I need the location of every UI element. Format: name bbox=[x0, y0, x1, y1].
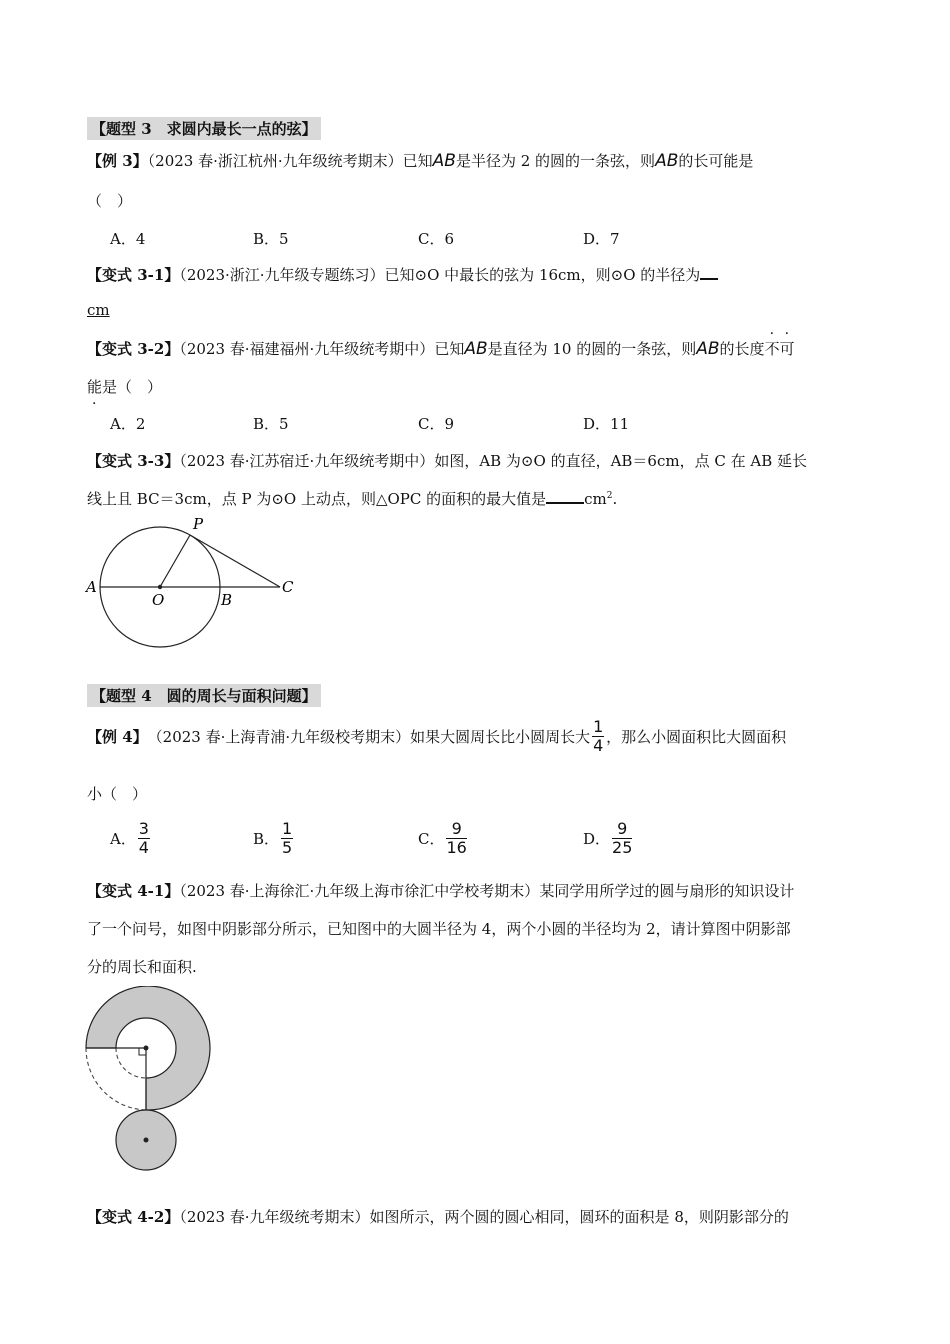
text: ，那么小圆面积比大圆面积 bbox=[606, 728, 787, 746]
variant-source: （2023 春·江苏宿迁·九年级统考期中） bbox=[179, 452, 435, 470]
section-header-4: 【题型 4 圆的周长与面积问题】 bbox=[87, 684, 321, 707]
denominator: 25 bbox=[612, 838, 633, 857]
emphasis-char: 不 bbox=[764, 340, 780, 358]
fraction bbox=[281, 820, 293, 857]
variant-3-1 bbox=[87, 264, 718, 285]
variant-tag: 【变式 3-3】 bbox=[87, 452, 180, 470]
segment-pc bbox=[190, 535, 280, 587]
option-label: B． bbox=[253, 830, 280, 848]
label-b: B bbox=[221, 591, 233, 609]
circle-tangent-figure bbox=[80, 512, 310, 652]
text: 如图所示，两个圆的圆心相同，圆环的面积是 8，则阴影部分的 bbox=[369, 1208, 789, 1226]
text: 的长可能是 bbox=[678, 152, 754, 170]
variant-3-2-line1 bbox=[87, 338, 795, 359]
option-a bbox=[110, 820, 152, 857]
variant-3-3-line1 bbox=[87, 450, 807, 471]
numerator: 9 bbox=[617, 819, 628, 838]
variant-4-1-line2: 了一个问号，如图中阴影部分所示，已知图中的大圆半径为 4，两个小圆的半径均为 2，请计算图中阴影部 bbox=[87, 920, 791, 938]
option-c bbox=[418, 820, 469, 857]
option-label: D． bbox=[583, 830, 611, 848]
option-label: C． bbox=[418, 830, 445, 848]
variant-source: （2023 春·福建福州·九年级统考期中） bbox=[179, 340, 435, 358]
variant-source: （2023 春·九年级统考期末） bbox=[179, 1208, 370, 1226]
label-p: P bbox=[193, 515, 204, 533]
text: 已知 bbox=[434, 340, 465, 358]
text: 是半径为 2 的圆的一条弦，则 bbox=[455, 152, 656, 170]
variant-tag: 【变式 3-2】 bbox=[87, 340, 180, 358]
option-a: A．4 bbox=[110, 230, 146, 248]
dashed-outer-arc bbox=[86, 1048, 146, 1110]
emphasis-char: 可 bbox=[779, 340, 795, 358]
fraction bbox=[592, 718, 604, 755]
question-mark-figure bbox=[84, 986, 214, 1176]
section-header-3: 【题型 3 求圆内最长一点的弦】 bbox=[87, 117, 321, 140]
segment-op bbox=[160, 535, 190, 587]
text: 是直径为 10 的圆的一条弦，则 bbox=[487, 340, 697, 358]
example-tag: 【例 4】 bbox=[87, 728, 148, 746]
option-a: A．2 bbox=[110, 415, 146, 433]
numerator: 1 bbox=[593, 717, 604, 736]
label-c: C bbox=[282, 578, 294, 596]
label-o: O bbox=[152, 591, 165, 609]
example-4-line2: 小（ ） bbox=[87, 785, 148, 803]
center-point bbox=[144, 1138, 149, 1143]
text: 已知⊙O 中最长的弦为 16cm，则⊙O 的半径为 bbox=[384, 266, 701, 284]
option-label: A． bbox=[110, 830, 136, 848]
center-point bbox=[158, 585, 162, 589]
variant-tag: 【变式 3-1】 bbox=[87, 266, 180, 284]
option-d bbox=[583, 820, 634, 857]
variant-tag: 【变式 4-2】 bbox=[87, 1208, 180, 1226]
variant-source: （2023·浙江·九年级专题练习） bbox=[179, 266, 385, 284]
variant-4-1-line3: 分的周长和面积. bbox=[87, 958, 197, 976]
variant-3-1-unit: cm bbox=[87, 301, 110, 319]
math-var: AB bbox=[696, 339, 720, 359]
math-var: AB bbox=[655, 151, 679, 171]
option-c: C．6 bbox=[418, 230, 455, 248]
example-3-line1 bbox=[87, 150, 753, 171]
emphasis-char: 能 bbox=[87, 378, 103, 396]
example-source: （2023 春·浙江杭州·九年级统考期末） bbox=[147, 152, 403, 170]
option-d: D．11 bbox=[583, 415, 630, 433]
variant-3-2-line2 bbox=[87, 376, 162, 397]
fraction bbox=[612, 820, 632, 857]
text: 如图，AB 为⊙O 的直径，AB＝6cm，点 C 在 AB 延长 bbox=[434, 452, 807, 470]
text: 已知 bbox=[402, 152, 433, 170]
text: 是（ ） bbox=[102, 378, 163, 396]
denominator: 5 bbox=[281, 838, 293, 857]
example-source: （2023 春·上海青浦·九年级校考期末） bbox=[147, 728, 411, 746]
fraction bbox=[138, 820, 150, 857]
math-var: AB bbox=[464, 339, 488, 359]
text: 线上且 BC＝3cm，点 P 为⊙O 上动点，则△OPC 的面积的最大值是 bbox=[87, 490, 547, 508]
text: 如果大圆周长比小圆周长大 bbox=[410, 728, 591, 746]
option-b: B．5 bbox=[253, 230, 289, 248]
fraction bbox=[446, 820, 466, 857]
variant-4-1-line1 bbox=[87, 880, 794, 901]
option-b bbox=[253, 820, 295, 857]
numerator: 9 bbox=[451, 819, 462, 838]
numerator: 1 bbox=[281, 819, 293, 838]
unit: cm bbox=[584, 490, 607, 508]
numerator: 3 bbox=[138, 819, 149, 838]
math-var: AB bbox=[432, 151, 456, 171]
option-c: C．9 bbox=[418, 415, 455, 433]
option-d: D．7 bbox=[583, 230, 620, 248]
denominator: 4 bbox=[593, 736, 604, 755]
example-3-paren: （ ） bbox=[87, 192, 133, 210]
center-point bbox=[144, 1046, 149, 1051]
text: 某同学用所学过的圆与扇形的知识设计 bbox=[539, 882, 795, 900]
text: 的长度 bbox=[719, 340, 765, 358]
dashed-inner-arc bbox=[116, 1048, 146, 1078]
example-tag: 【例 3】 bbox=[87, 152, 148, 170]
variant-3-3-line2 bbox=[87, 488, 617, 509]
label-a: A bbox=[86, 578, 97, 596]
variant-4-2-line1 bbox=[87, 1206, 789, 1227]
text: . bbox=[612, 490, 618, 508]
superscript: 2 bbox=[606, 491, 613, 501]
denominator: 4 bbox=[138, 838, 149, 857]
variant-source: （2023 春·上海徐汇·九年级上海市徐汇中学校考期末） bbox=[179, 882, 540, 900]
variant-tag: 【变式 4-1】 bbox=[87, 882, 180, 900]
example-4-line1 bbox=[87, 718, 786, 755]
answer-blank bbox=[700, 264, 718, 280]
denominator: 16 bbox=[446, 838, 467, 857]
option-b: B．5 bbox=[253, 415, 289, 433]
answer-blank bbox=[546, 488, 584, 504]
